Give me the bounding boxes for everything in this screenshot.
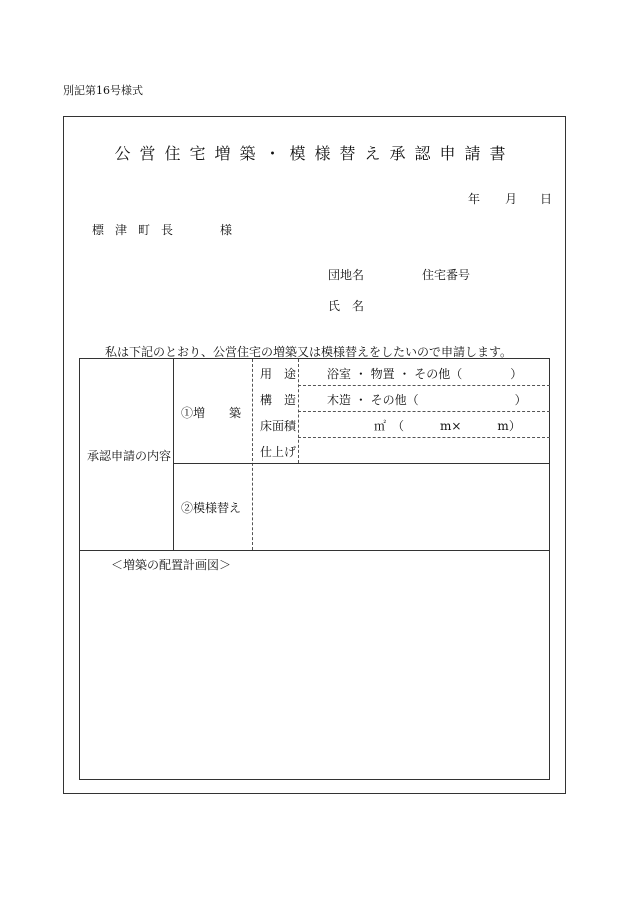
row-label-finish: 仕上げ xyxy=(260,445,297,459)
date-day-label: 日 xyxy=(540,192,553,206)
applicant-name-label: 氏名 xyxy=(328,299,377,313)
form-number: 別記第16号様式 xyxy=(63,84,143,97)
section-label: 承認申請の内容 xyxy=(87,449,172,463)
jutaku-number-label: 住宅番号 xyxy=(422,268,471,282)
addressee-name: 標津町長 xyxy=(92,223,185,237)
divider xyxy=(173,359,174,550)
remodel-label: ②模様替え xyxy=(181,501,242,515)
layout-plan-label: ＜増築の配置計画図＞ xyxy=(111,558,232,572)
date-year-label: 年 xyxy=(468,192,481,206)
request-sentence: 私は下記のとおり、公営住宅の増築又は模様替えをしたいので申請します。 xyxy=(105,345,513,359)
row-label-floor-area: 床面積 xyxy=(260,419,297,433)
danchi-label: 団地名 xyxy=(328,268,365,282)
row-value-usage: 浴室 ・ 物置 ・ その他（ ） xyxy=(327,367,523,381)
divider xyxy=(80,550,550,551)
row-label-structure: 構 造 xyxy=(260,393,297,407)
extension-label: ①増 築 xyxy=(181,406,242,420)
row-value-structure: 木造 ・ その他（ ） xyxy=(327,393,527,407)
divider xyxy=(298,385,550,386)
application-table xyxy=(79,358,550,780)
form-title: 公営住宅増築・模様替え承認申請書 xyxy=(114,144,515,163)
divider xyxy=(252,359,253,550)
row-value-floor-area: ㎡ （ m× m） xyxy=(374,419,521,433)
row-label-usage: 用 途 xyxy=(260,367,297,381)
divider xyxy=(298,411,550,412)
date-month-label: 月 xyxy=(505,192,518,206)
divider xyxy=(298,437,550,438)
divider xyxy=(173,463,550,464)
addressee-honorific: 様 xyxy=(220,223,233,237)
